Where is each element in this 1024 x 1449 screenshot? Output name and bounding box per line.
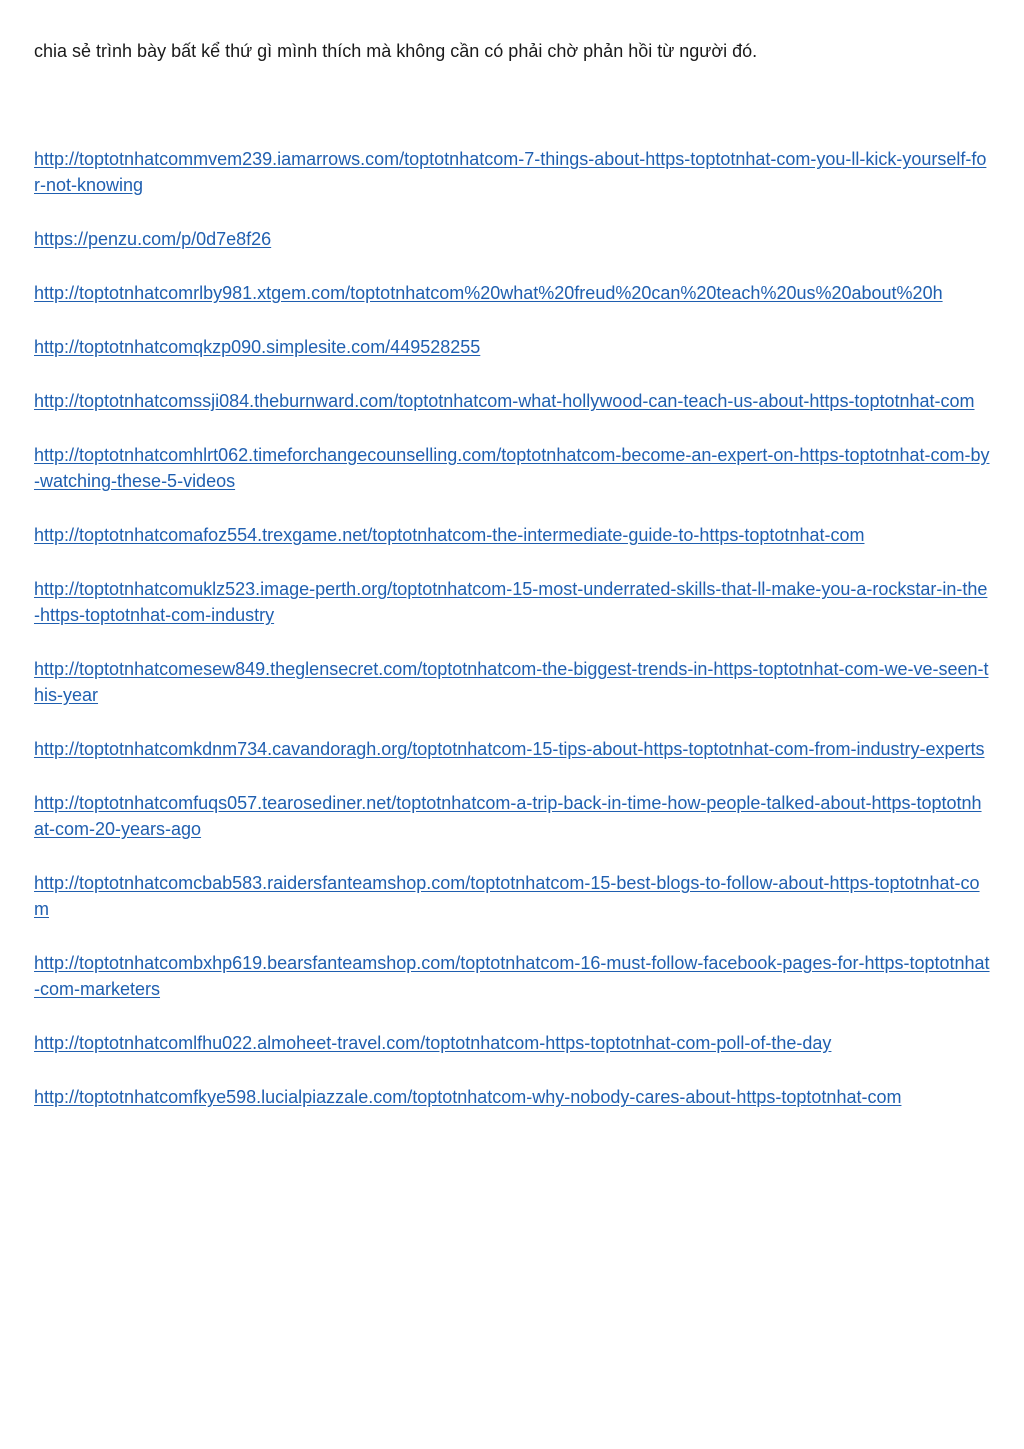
intro-paragraph: chia sẻ trình bày bất kể thứ gì mình thích mà không cần có phải chờ phản hồi từ người đó. (34, 41, 758, 61)
link-8[interactable]: http://toptotnhatcomesew849.theglensecret.com/toptotnhatcom-the-biggest-trends-in-https-toptotnhat-com-we-ve-seen-this-year (34, 659, 989, 705)
link-4[interactable]: http://toptotnhatcomssji084.theburnward.com/toptotnhatcom-what-hollywood-can-teach-us-about-https-toptotnhat-com (34, 391, 975, 411)
link-11[interactable]: http://toptotnhatcomcbab583.raidersfanteamshop.com/toptotnhatcom-15-best-blogs-to-follow-about-https-toptotnhat-com (34, 873, 980, 919)
list-item (34, 950, 990, 1002)
list-item (34, 442, 990, 494)
link-7[interactable]: http://toptotnhatcomuklz523.image-perth.org/toptotnhatcom-15-most-underrated-skills-that-ll-make-you-a-rockstar-in-the-https-toptotnhat-com-industry (34, 579, 988, 625)
list-item (34, 576, 990, 628)
list-item (34, 736, 990, 762)
list-item (34, 870, 990, 922)
list-item (34, 280, 990, 306)
list-item (34, 522, 990, 548)
link-0[interactable]: http://toptotnhatcommvem239.iamarrows.com/toptotnhatcom-7-things-about-https-toptotnhat-com-you-ll-kick-yourself-for-not-knowing (34, 149, 987, 195)
link-2[interactable]: http://toptotnhatcomrlby981.xtgem.com/toptotnhatcom%20what%20freud%20can%20teach%20us%20about%20h (34, 283, 943, 303)
link-5[interactable]: http://toptotnhatcomhlrt062.timeforchangecounselling.com/toptotnhatcom-become-an-expert-on-https-toptotnhat-com-by-watching-these-5-videos (34, 445, 990, 491)
link-6[interactable]: http://toptotnhatcomafoz554.trexgame.net/toptotnhatcom-the-intermediate-guide-to-https-toptotnhat-com (34, 525, 865, 545)
link-3[interactable]: http://toptotnhatcomqkzp090.simplesite.com/449528255 (34, 337, 481, 357)
link-10[interactable]: http://toptotnhatcomfuqs057.tearosediner.net/toptotnhatcom-a-trip-back-in-time-how-people-talked-about-https-toptotnhat-com-20-years-ago (34, 793, 982, 839)
link-9[interactable]: http://toptotnhatcomkdnm734.cavandoragh.org/toptotnhatcom-15-tips-about-https-toptotnhat-com-from-industry-experts (34, 739, 985, 759)
link-13[interactable]: http://toptotnhatcomlfhu022.almoheet-travel.com/toptotnhatcom-https-toptotnhat-com-poll-of-the-day (34, 1033, 832, 1053)
list-item (34, 146, 990, 198)
link-list (34, 146, 990, 1138)
list-item (34, 1084, 990, 1110)
link-1[interactable]: https://penzu.com/p/0d7e8f26 (34, 229, 272, 249)
list-item (34, 388, 990, 414)
link-14[interactable]: http://toptotnhatcomfkye598.lucialpiazzale.com/toptotnhatcom-why-nobody-cares-about-https-toptotnhat-com (34, 1087, 902, 1107)
list-item (34, 1030, 990, 1056)
list-item (34, 334, 990, 360)
list-item (34, 656, 990, 708)
list-item (34, 790, 990, 842)
link-12[interactable]: http://toptotnhatcombxhp619.bearsfanteamshop.com/toptotnhatcom-16-must-follow-facebook-pages-for-https-toptotnhat-com-marketers (34, 953, 990, 999)
list-item (34, 226, 990, 252)
